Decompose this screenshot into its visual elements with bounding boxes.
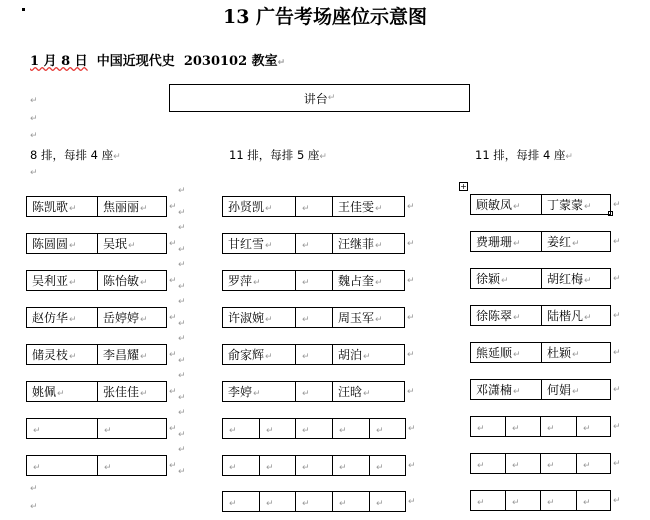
row-end-mark: ↵ [178,408,186,418]
row-end-mark: ↵ [613,274,621,284]
student-name: 周玉军 [338,311,375,325]
seat-cell[interactable] [333,234,405,254]
paragraph-mark: ↵ [375,315,383,325]
empty-seat-cell[interactable] [296,492,333,512]
student-name: 陆楷凡 [547,309,584,323]
seat-cell[interactable] [542,343,611,363]
seat-cell[interactable] [223,382,296,402]
paragraph-mark: ↵ [140,204,148,214]
row-end-mark: ↵ [408,461,416,471]
paragraph-mark: ↵ [513,202,521,212]
paragraph-mark: ↵ [376,462,384,473]
student-name: 陈怡敏 [103,274,140,288]
seat-cell[interactable] [333,382,405,402]
row-end-mark: ↵ [407,313,415,323]
empty-seat-cell[interactable] [296,271,333,291]
seat-row [222,344,405,365]
empty-seat-cell[interactable] [333,419,370,439]
exam-info [30,50,285,69]
paragraph-mark: ↵ [501,276,509,286]
student-name: 焦丽丽 [103,200,140,214]
paragraph-mark: ↵ [302,314,310,325]
exam-date: 1 月 8 日 [30,54,88,69]
row-end-mark: ↵ [613,385,621,395]
paragraph-mark: ↵ [302,388,310,399]
paragraph-mark: ↵ [57,389,65,399]
seat-row [222,233,405,254]
empty-seat-cell[interactable] [577,491,611,511]
student-name: 赵仿华 [32,311,69,325]
seat-cell[interactable] [542,306,611,326]
paragraph-mark: ↵ [513,239,521,249]
paragraph-mark: ↵ [584,276,592,286]
empty-seat-cell[interactable] [541,491,577,511]
paragraph-mark: ↵ [547,460,555,471]
paragraph-mark: ↵ [512,423,520,434]
seat-cell[interactable] [98,197,167,217]
seat-row [222,381,405,402]
student-name: 俞家辉 [228,348,265,362]
seat-cell[interactable] [27,271,98,291]
student-name: 储灵枝 [32,348,69,362]
seat-cell[interactable] [98,382,167,402]
seat-cell[interactable] [27,382,98,402]
row-end-mark: ↵ [178,445,186,455]
row-end-mark: ↵ [178,186,186,196]
empty-seat-cell[interactable] [260,492,296,512]
paragraph-mark: ↵ [33,425,41,436]
seat-row [222,307,405,328]
paragraph-mark: ↵ [375,241,383,251]
seat-row [222,418,406,439]
paragraph-mark: ↵ [583,497,591,508]
seat-cell[interactable] [471,343,542,363]
paragraph-mark: ↵ [266,425,274,436]
paragraph-mark: ↵ [375,204,383,214]
paragraph-mark: ↵ [302,425,310,436]
empty-seat-cell[interactable] [471,454,506,474]
seat-row [222,491,406,512]
paragraph-mark: ↵ [376,425,384,436]
paragraph-mark: ↵ [572,350,580,360]
paragraph-mark: ↵ [583,423,591,434]
paragraph-mark: ↵ [140,352,148,362]
empty-seat-cell[interactable] [333,456,370,476]
student-name: 徐颖 [476,272,501,286]
student-name: 陈圆圆 [32,237,69,251]
paragraph-mark: ↵ [104,425,112,436]
seat-cell[interactable] [98,345,167,365]
seat-row [470,231,611,252]
empty-seat-cell[interactable] [541,417,577,437]
row-end-mark: ↵ [169,239,177,249]
student-name: 许淑婉 [228,311,265,325]
seat-cell[interactable] [471,306,542,326]
row-end-mark: ↵ [169,350,177,360]
row-end-mark: ↵ [178,356,186,366]
student-name: 岳婷婷 [103,311,140,325]
empty-seat-cell[interactable] [333,492,370,512]
paragraph-mark: ↵ [339,462,347,473]
paragraph-mark: ↵ [128,241,136,251]
podium-box [169,84,470,112]
row-end-mark: ↵ [613,200,621,210]
seat-row [470,194,611,215]
row-end-mark: ↵ [407,387,415,397]
section-label-middle: 11 排，每排 5 座↵ [229,148,327,162]
student-name: 孙贤凯 [228,200,265,214]
student-name: 熊延顺 [476,346,513,360]
empty-seat-cell[interactable] [27,419,98,439]
paragraph-mark: ↵ [339,498,347,509]
seat-cell[interactable] [471,380,542,400]
seat-cell[interactable] [471,195,542,215]
seat-cell[interactable] [471,232,542,252]
page-title: 13 广告考场座位示意图 [222,6,428,28]
paragraph-mark: ↵ [253,278,261,288]
seat-cell[interactable] [27,308,98,328]
row-end-mark: ↵ [169,424,177,434]
empty-seat-cell[interactable] [98,456,167,476]
paragraph-mark: ↵ [375,278,383,288]
student-name: 顾敏凤 [476,198,513,212]
seat-cell[interactable] [542,380,611,400]
paragraph-mark: ↵ [30,131,38,141]
row-end-mark: ↵ [169,202,177,212]
empty-seat-cell[interactable] [296,308,333,328]
seat-cell[interactable] [27,197,98,217]
row-end-mark: ↵ [178,260,186,270]
seat-cell[interactable] [542,195,611,215]
seat-cell[interactable] [27,345,98,365]
student-name: 汪继菲 [338,237,375,251]
paragraph-mark: ↵ [547,423,555,434]
row-end-mark: ↵ [169,276,177,286]
row-end-mark: ↵ [407,239,415,249]
row-end-mark: ↵ [178,245,186,255]
empty-seat-cell[interactable] [296,419,333,439]
paragraph-mark: ↵ [339,425,347,436]
seat-row [26,270,167,291]
student-name: 胡红梅 [547,272,584,286]
student-name: 邓潇楠 [476,383,513,397]
empty-seat-cell[interactable] [506,454,541,474]
seat-cell[interactable] [98,308,167,328]
row-end-mark: ↵ [178,393,186,403]
student-name: 张佳佳 [103,385,140,399]
empty-seat-cell[interactable] [98,419,167,439]
seat-cell[interactable] [333,308,405,328]
paragraph-mark: ↵ [30,96,38,106]
paragraph-mark: ↵ [512,497,520,508]
seat-row [222,270,405,291]
paragraph-mark: ↵ [277,58,286,68]
seat-row [26,307,167,328]
empty-seat-cell[interactable] [577,454,611,474]
paragraph-mark: ↵ [229,498,237,509]
row-end-mark: ↵ [407,202,415,212]
row-end-mark: ↵ [408,424,416,434]
row-end-mark: ↵ [178,319,186,329]
paragraph-mark: ↵ [140,389,148,399]
empty-seat-cell[interactable] [370,419,406,439]
paragraph-mark: ↵ [229,425,237,436]
row-end-mark: ↵ [613,237,621,247]
paragraph-mark: ↵ [265,204,273,214]
empty-seat-cell[interactable] [223,492,260,512]
paragraph-mark: ↵ [266,498,274,509]
row-end-mark: ↵ [169,313,177,323]
seat-cell[interactable] [223,345,296,365]
seat-row [470,453,611,474]
student-name: 甘红雪 [228,237,265,251]
paragraph-mark: ↵ [30,484,38,494]
empty-seat-cell[interactable] [27,456,98,476]
empty-seat-cell[interactable] [296,456,333,476]
paragraph-mark: ↵ [572,387,580,397]
seat-cell[interactable] [542,269,611,289]
student-name: 魏占奎 [338,274,375,288]
seat-row [26,455,167,476]
paragraph-mark: ↵ [572,239,580,249]
row-end-mark: ↵ [178,371,186,381]
seat-row [470,305,611,326]
seat-cell[interactable] [98,271,167,291]
student-name: 徐陈翠 [476,309,513,323]
seat-row [470,268,611,289]
paragraph-mark: ↵ [376,498,384,509]
student-name: 李婷 [228,385,253,399]
paragraph-mark: ↵ [265,315,273,325]
seat-cell[interactable] [333,345,405,365]
paragraph-mark: ↵ [69,241,77,251]
seat-row [222,455,406,476]
student-name: 胡泊 [338,348,363,362]
paragraph-mark: ↵ [584,313,592,323]
paragraph-mark: ↵ [265,352,273,362]
row-end-mark: ↵ [613,459,621,469]
row-end-mark: ↵ [178,334,186,344]
student-name: 吴珉 [103,237,128,251]
paragraph-mark: ↵ [513,350,521,360]
student-name: 费珊珊 [476,235,513,249]
section-label-left: 8 排，每排 4 座↵ [30,148,121,162]
seat-cell[interactable] [223,197,296,217]
seat-cell[interactable] [27,234,98,254]
row-end-mark: ↵ [169,387,177,397]
seat-row [470,490,611,511]
exam-course: 中国近现代史 [96,54,175,69]
seat-row [26,196,167,217]
paragraph-mark: ↵ [253,389,261,399]
empty-seat-cell[interactable] [471,491,506,511]
paragraph-mark: ↵ [266,462,274,473]
row-end-mark: ↵ [613,496,621,506]
empty-seat-cell[interactable] [260,456,296,476]
paragraph-mark: ↵ [69,204,77,214]
row-end-mark: ↵ [407,350,415,360]
row-end-mark: ↵ [178,430,186,440]
paragraph-mark: ↵ [302,462,310,473]
row-end-mark: ↵ [178,297,186,307]
paragraph-mark: ↵ [302,277,310,288]
paragraph-mark: ↵ [302,240,310,251]
paragraph-mark: ↵ [140,315,148,325]
row-end-mark: ↵ [169,461,177,471]
row-end-mark: ↵ [613,348,621,358]
seat-cell[interactable] [471,269,542,289]
seat-row [222,196,405,217]
paragraph-mark: ↵ [584,202,592,212]
seat-cell[interactable] [223,308,296,328]
empty-seat-cell[interactable] [506,491,541,511]
seat-cell[interactable] [98,234,167,254]
seat-cell[interactable] [333,271,405,291]
student-name: 李昌耀 [103,348,140,362]
seat-row [26,344,167,365]
paragraph-mark: ↵ [265,241,273,251]
empty-seat-cell[interactable] [223,419,260,439]
seat-cell[interactable] [333,197,405,217]
student-name: 丁蒙蒙 [547,198,584,212]
student-name: 陈凯歌 [32,200,69,214]
exam-room: 2030102 教室 [183,54,278,69]
paragraph-mark: ↵ [302,498,310,509]
empty-seat-cell[interactable] [370,456,406,476]
paragraph-mark: ↵ [513,313,521,323]
row-end-mark: ↵ [613,422,621,432]
seat-row [26,233,167,254]
empty-seat-cell[interactable] [296,345,333,365]
paragraph-mark: ↵ [30,114,38,124]
paragraph-mark: ↵ [30,168,38,178]
row-end-mark: ↵ [178,467,186,477]
student-name: 王佳雯 [338,200,375,214]
seat-row [26,418,167,439]
podium-label: 讲台 [303,91,328,106]
paragraph-mark: ↵ [583,460,591,471]
paragraph-mark: ↵ [30,502,38,512]
row-end-mark: ↵ [178,282,186,292]
section-label-right: 11 排，每排 4 座↵ [475,148,573,162]
paragraph-mark: ↵ [69,315,77,325]
empty-seat-cell[interactable] [296,197,333,217]
table-move-handle-icon[interactable]: + [460,182,467,191]
empty-seat-cell[interactable] [260,419,296,439]
seat-cell[interactable] [223,271,296,291]
paragraph-mark: ↵ [547,497,555,508]
row-end-mark: ↵ [178,223,186,233]
paragraph-mark: ↵ [302,203,310,214]
row-end-mark: ↵ [408,497,416,507]
seat-row [26,381,167,402]
seat-row [470,416,611,437]
paragraph-mark: ↵ [477,460,485,471]
row-end-mark: ↵ [178,208,186,218]
paragraph-mark: ↵ [229,462,237,473]
seat-row [470,342,611,363]
seat-row [470,379,611,400]
paragraph-mark: ↵ [140,278,148,288]
seat-cell[interactable] [542,232,611,252]
paragraph-mark: ↵ [33,462,41,473]
paragraph-mark: ↵ [302,351,310,362]
student-name: 姜红 [547,235,572,249]
paragraph-mark: ↵ [69,352,77,362]
paragraph-mark: ↵ [363,352,371,362]
empty-seat-cell[interactable] [370,492,406,512]
paragraph-mark: ↵ [477,423,485,434]
row-end-mark: ↵ [613,311,621,321]
paragraph-mark: ↵ [104,462,112,473]
empty-seat-cell[interactable] [541,454,577,474]
row-end-mark: ↵ [407,276,415,286]
seat-cell[interactable] [223,234,296,254]
student-name: 姚佩 [32,385,57,399]
empty-seat-cell[interactable] [223,456,260,476]
empty-seat-cell[interactable] [577,417,611,437]
paragraph-mark: ↵ [513,387,521,397]
student-name: 何娟 [547,383,572,397]
empty-seat-cell[interactable] [471,417,506,437]
paragraph-mark: ↵ [69,278,77,288]
empty-seat-cell[interactable] [296,382,333,402]
paragraph-mark: ↵ [477,497,485,508]
paragraph-mark: ↵ [512,460,520,471]
paragraph-mark: ↵ [363,389,371,399]
empty-seat-cell[interactable] [296,234,333,254]
student-name: 汪晗 [338,385,363,399]
student-name: 吴利亚 [32,274,69,288]
student-name: 罗萍 [228,274,253,288]
student-name: 杜颖 [547,346,572,360]
empty-seat-cell[interactable] [506,417,541,437]
paragraph-mark: ↵ [327,93,336,103]
